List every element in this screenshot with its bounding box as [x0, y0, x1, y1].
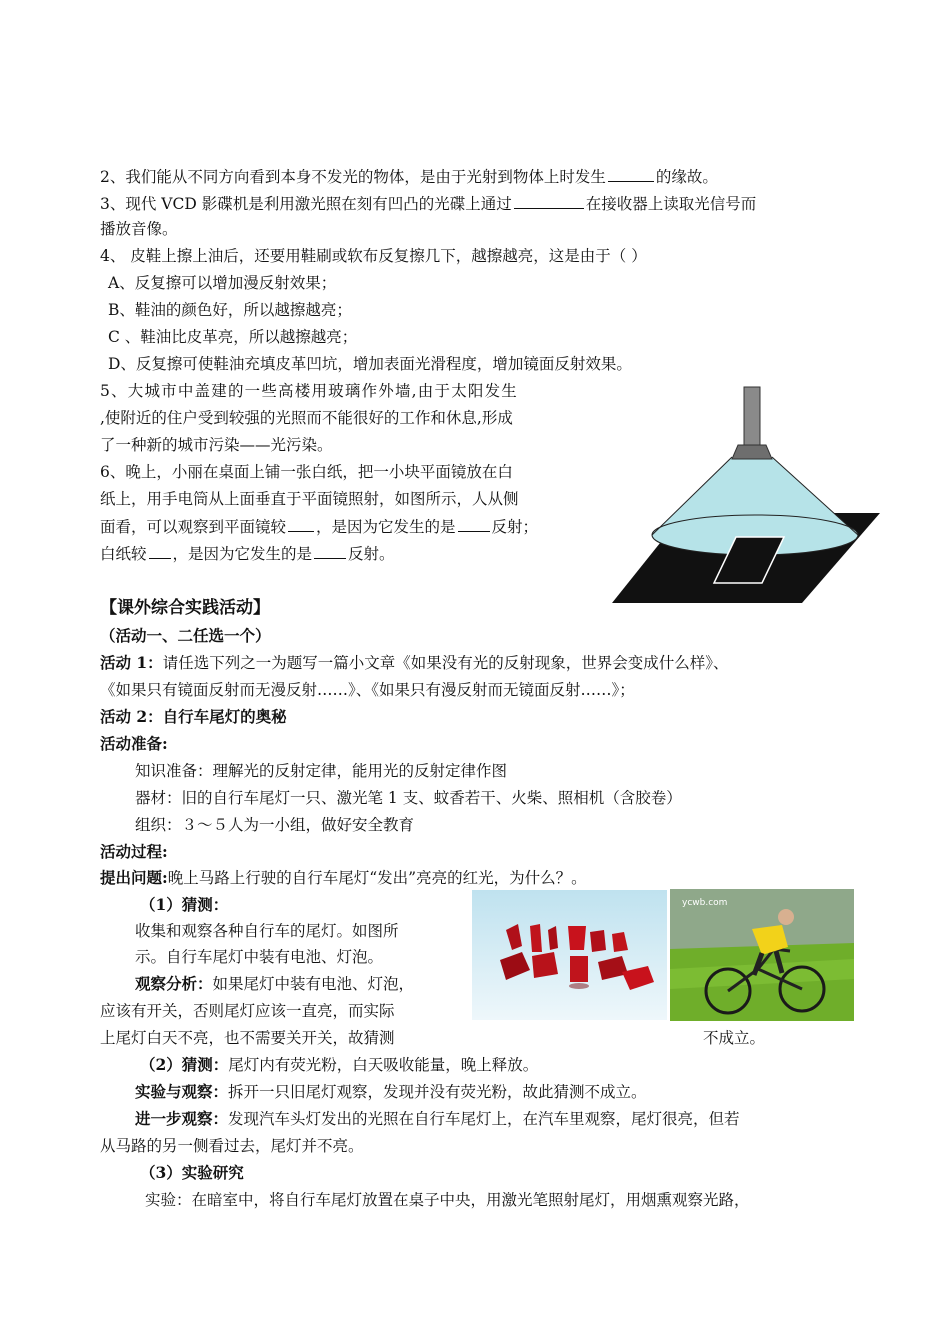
- question-3-line2: 播放音像。: [100, 220, 178, 238]
- answer-blank[interactable]: [149, 543, 171, 559]
- activity-2-title: 活动 2：自行车尾灯的奥秘: [100, 707, 287, 726]
- answer-blank[interactable]: [314, 543, 346, 559]
- option-d[interactable]: D、反复擦可使鞋油充填皮革凹坑，增加表面光滑程度，增加镜面反射效果。: [108, 355, 632, 373]
- option-a[interactable]: A、反复擦可以增加漫反射效果；: [108, 274, 337, 292]
- guess-1-line1: 收集和观察各种自行车的尾灯。如图所: [135, 922, 399, 940]
- question-6-line4: 白纸较 ，是因为它发生的是 反射。: [100, 545, 395, 563]
- observation-line2: 应该有开关，否则尾灯应该一直亮，而实际: [100, 1002, 395, 1020]
- answer-blank[interactable]: [288, 516, 314, 532]
- question-5-line2: ,使附近的住户受到较强的光照而不能很好的工作和休息,形成: [100, 409, 513, 427]
- answer-blank[interactable]: [514, 193, 584, 209]
- activity-choose-note: （活动一、二任选一个）: [100, 626, 271, 645]
- prep-equipment: 器材：旧的自行车尾灯一只、激光笔 1 支、蚊香若干、火柴、照相机（含胶卷）: [135, 789, 682, 807]
- tail-light-photo: [472, 890, 667, 1020]
- answer-blank[interactable]: [608, 166, 654, 182]
- prep-label: 活动准备:: [100, 734, 168, 753]
- experiment-observation: 实验与观察：拆开一只旧尾灯观察，发现并没有荧光粉，故此猜测不成立。: [135, 1082, 647, 1101]
- question-4-stem: 4、 皮鞋上擦上油后，还要用鞋刷或软布反复擦几下，越擦越亮，这是由于（ ）: [100, 247, 647, 265]
- question-raise: 提出问题:晚上马路上行驶的自行车尾灯“发出”亮亮的红光，为什么？。: [100, 868, 587, 887]
- question-5-line1: 5、大城市中盖建的一些高楼用玻璃作外墙,由于太阳发生: [100, 382, 518, 400]
- guess-1-line2: 示。自行车尾灯中装有电池、灯泡。: [135, 948, 384, 966]
- option-b[interactable]: B、鞋油的颜色好，所以越擦越亮；: [108, 301, 352, 319]
- cyclist-photo: [670, 889, 854, 1021]
- answer-blank[interactable]: [458, 516, 490, 532]
- research-text: 实验：在暗室中，将自行车尾灯放置在桌子中央，用激光笔照射尾灯，用烟熏观察光路，: [145, 1191, 750, 1209]
- flashlight-head: [732, 445, 772, 459]
- prep-knowledge: 知识准备：理解光的反射定律，能用光的反射定律作图: [135, 762, 508, 780]
- flashlight-mirror-diagram: [612, 385, 882, 605]
- observation-line1: 观察分析：如果尾灯中装有电池、灯泡，: [135, 974, 415, 993]
- observation-conclusion: 不成立。: [703, 1029, 766, 1047]
- guess-2: （2）猜测：尾灯内有荧光粉，白天吸收能量，晚上释放。: [140, 1055, 539, 1074]
- question-6-line2: 纸上，用手电筒从上面垂直于平面镜照射，如图所示，人从侧: [100, 490, 519, 508]
- process-label: 活动过程:: [100, 842, 168, 861]
- question-3-line1: 3、现代 VCD 影碟机是利用激光照在刻有凹凸的光碟上通过 在接收器上读取光信号而: [100, 195, 757, 213]
- activity-heading: 【课外综合实践活动】: [100, 598, 270, 618]
- option-c[interactable]: C 、鞋油比皮革亮，所以越擦越亮；: [108, 328, 358, 346]
- further-observation-line2: 从马路的另一侧看过去，尾灯并不亮。: [100, 1137, 364, 1155]
- question-6-line1: 6、晚上，小丽在桌面上铺一张白纸，把一小块平面镜放在白: [100, 463, 513, 481]
- question-2: 2、我们能从不同方向看到本身不发光的物体，是由于光射到物体上时发生 的缘故。: [100, 168, 718, 186]
- guess-1-label: （1）猜测：: [140, 895, 229, 914]
- further-observation-line1: 进一步观察：发现汽车头灯发出的光照在自行车尾灯上，在汽车里观察，尾灯很亮，但若: [135, 1109, 740, 1128]
- question-5-line3: 了一种新的城市污染——光污染。: [100, 436, 333, 454]
- question-6-line3: 面看，可以观察到平面镜较 ，是因为它发生的是 反射；: [100, 518, 539, 536]
- research-label: （3）实验研究: [140, 1163, 244, 1182]
- activity-1-line1: 活动 1：请任选下列之一为题写一篇小文章《如果没有光的反射现象，世界会变成什么样》、: [100, 653, 729, 672]
- prep-organization: 组织：３～５人为一小组，做好安全教育: [135, 816, 415, 834]
- photo-watermark: ycwb.com: [682, 898, 728, 908]
- flashlight-handle: [744, 387, 760, 445]
- activity-1-line2: 《如果只有镜面反射而无漫反射……》、《如果只有漫反射而无镜面反射……》；: [100, 681, 635, 699]
- observation-line3: 上尾灯白天不亮，也不需要关开关，故猜测: [100, 1029, 395, 1047]
